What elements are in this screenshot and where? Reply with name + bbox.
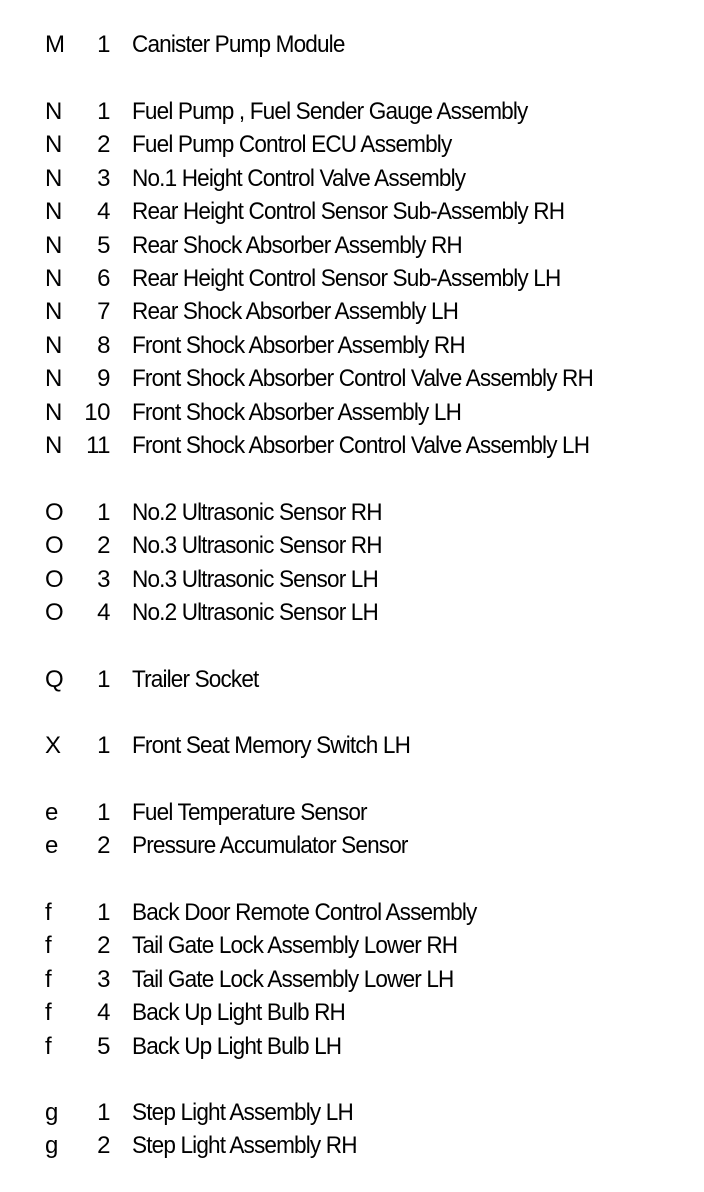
item-number: 3 bbox=[97, 965, 110, 993]
legend-group-f bbox=[0, 898, 704, 1065]
item-number: 4 bbox=[97, 999, 110, 1027]
item-number: 7 bbox=[97, 298, 110, 326]
item-number: 3 bbox=[97, 164, 110, 192]
legend-row bbox=[0, 598, 704, 631]
legend-row bbox=[0, 164, 704, 197]
connector-code: f bbox=[45, 965, 52, 993]
legend-row bbox=[0, 531, 704, 564]
item-number: 1 bbox=[97, 1099, 110, 1126]
connector-code: N bbox=[45, 98, 62, 125]
legend-row bbox=[0, 1131, 704, 1164]
item-number: 6 bbox=[97, 264, 110, 292]
legend-row bbox=[0, 398, 704, 431]
connector-code: g bbox=[45, 1132, 58, 1160]
item-number: 11 bbox=[86, 431, 110, 459]
legend-row bbox=[0, 798, 704, 831]
legend-row bbox=[0, 665, 704, 698]
component-description: Rear Shock Absorber Assembly RH bbox=[132, 231, 462, 259]
legend-row bbox=[0, 965, 704, 998]
item-number: 1 bbox=[97, 31, 110, 58]
component-description: Rear Height Control Sensor Sub-Assembly RH bbox=[132, 198, 565, 226]
item-number: 1 bbox=[97, 732, 110, 759]
component-description: Back Up Light Bulb RH bbox=[132, 999, 345, 1027]
legend-row bbox=[0, 565, 704, 598]
connector-code: f bbox=[45, 999, 52, 1027]
legend-row bbox=[0, 998, 704, 1031]
item-number: 8 bbox=[97, 331, 110, 359]
legend-row bbox=[0, 1098, 704, 1131]
legend-row bbox=[0, 731, 704, 764]
component-description: Fuel Pump Control ECU Assembly bbox=[132, 131, 452, 159]
legend-row bbox=[0, 97, 704, 130]
connector-code: f bbox=[45, 932, 52, 960]
connector-code: O bbox=[45, 599, 64, 627]
component-description: Rear Shock Absorber Assembly LH bbox=[132, 298, 459, 326]
legend-row bbox=[0, 931, 704, 964]
item-number: 3 bbox=[97, 565, 110, 593]
item-number: 2 bbox=[97, 1132, 110, 1160]
connector-code: N bbox=[45, 131, 62, 159]
connector-code: N bbox=[45, 431, 62, 459]
component-description: No.1 Height Control Valve Assembly bbox=[132, 164, 466, 192]
component-description: Rear Height Control Sensor Sub-Assembly LH bbox=[132, 264, 561, 292]
legend-row bbox=[0, 197, 704, 230]
component-description: Front Seat Memory Switch LH bbox=[132, 732, 411, 759]
connector-code: M bbox=[45, 31, 65, 58]
connector-code: N bbox=[45, 164, 62, 192]
connector-code: N bbox=[45, 298, 62, 326]
legend-group-m bbox=[0, 30, 704, 63]
component-description: Trailer Socket bbox=[132, 666, 259, 693]
connector-code: O bbox=[45, 499, 64, 526]
component-description: Front Shock Absorber Control Valve Assembly RH bbox=[132, 365, 593, 393]
component-description: No.2 Ultrasonic Sensor RH bbox=[132, 499, 382, 526]
connector-code: N bbox=[45, 198, 62, 226]
legend-group-g bbox=[0, 1098, 704, 1165]
connector-code: f bbox=[45, 899, 52, 926]
item-number: 10 bbox=[84, 398, 110, 426]
item-number: 5 bbox=[97, 231, 110, 259]
component-description: Back Door Remote Control Assembly bbox=[132, 899, 477, 926]
item-number: 1 bbox=[97, 98, 110, 125]
component-description: Step Light Assembly RH bbox=[132, 1132, 357, 1160]
legend-group-o bbox=[0, 498, 704, 632]
component-description: Canister Pump Module bbox=[132, 31, 345, 58]
connector-code: N bbox=[45, 365, 62, 393]
connector-code: O bbox=[45, 565, 64, 593]
legend-row bbox=[0, 498, 704, 531]
connector-code: N bbox=[45, 331, 62, 359]
legend-row bbox=[0, 898, 704, 931]
legend-row bbox=[0, 264, 704, 297]
connector-code: Q bbox=[45, 666, 64, 693]
connector-code: e bbox=[45, 832, 58, 860]
legend-group-x bbox=[0, 731, 704, 764]
component-description: Front Shock Absorber Assembly RH bbox=[132, 331, 465, 359]
component-description: Pressure Accumulator Sensor bbox=[132, 832, 408, 860]
component-description: Fuel Temperature Sensor bbox=[132, 799, 367, 826]
legend-row bbox=[0, 364, 704, 397]
legend-row bbox=[0, 331, 704, 364]
legend-row bbox=[0, 130, 704, 163]
component-description: No.2 Ultrasonic Sensor LH bbox=[132, 599, 378, 627]
item-number: 1 bbox=[97, 499, 110, 526]
legend-row bbox=[0, 831, 704, 864]
connector-code: N bbox=[45, 231, 62, 259]
legend-group-e bbox=[0, 798, 704, 865]
connector-code: O bbox=[45, 532, 64, 560]
connector-code: X bbox=[45, 732, 61, 759]
connector-code: f bbox=[45, 1032, 52, 1060]
item-number: 1 bbox=[97, 666, 110, 693]
legend-row bbox=[0, 30, 704, 63]
legend-group-n bbox=[0, 97, 704, 464]
connector-code: e bbox=[45, 799, 58, 826]
component-description: No.3 Ultrasonic Sensor LH bbox=[132, 565, 378, 593]
connector-code: N bbox=[45, 398, 62, 426]
component-description: Tail Gate Lock Assembly Lower LH bbox=[132, 965, 454, 993]
component-description: Front Shock Absorber Assembly LH bbox=[132, 398, 462, 426]
item-number: 1 bbox=[97, 799, 110, 826]
item-number: 2 bbox=[97, 932, 110, 960]
component-description: Back Up Light Bulb LH bbox=[132, 1032, 342, 1060]
legend-group-q bbox=[0, 665, 704, 698]
item-number: 9 bbox=[97, 365, 110, 393]
item-number: 1 bbox=[97, 899, 110, 926]
legend-row bbox=[0, 231, 704, 264]
connector-code: N bbox=[45, 264, 62, 292]
item-number: 4 bbox=[97, 599, 110, 627]
item-number: 2 bbox=[97, 832, 110, 860]
component-description: Tail Gate Lock Assembly Lower RH bbox=[132, 932, 458, 960]
component-description: No.3 Ultrasonic Sensor RH bbox=[132, 532, 382, 560]
component-description: Fuel Pump , Fuel Sender Gauge Assembly bbox=[132, 98, 528, 125]
legend-row bbox=[0, 1032, 704, 1065]
item-number: 5 bbox=[97, 1032, 110, 1060]
item-number: 2 bbox=[97, 532, 110, 560]
legend-row bbox=[0, 431, 704, 464]
component-description: Step Light Assembly LH bbox=[132, 1099, 353, 1126]
component-description: Front Shock Absorber Control Valve Assembly LH bbox=[132, 431, 590, 459]
item-number: 2 bbox=[97, 131, 110, 159]
legend-row bbox=[0, 297, 704, 330]
connector-code: g bbox=[45, 1099, 58, 1126]
item-number: 4 bbox=[97, 198, 110, 226]
